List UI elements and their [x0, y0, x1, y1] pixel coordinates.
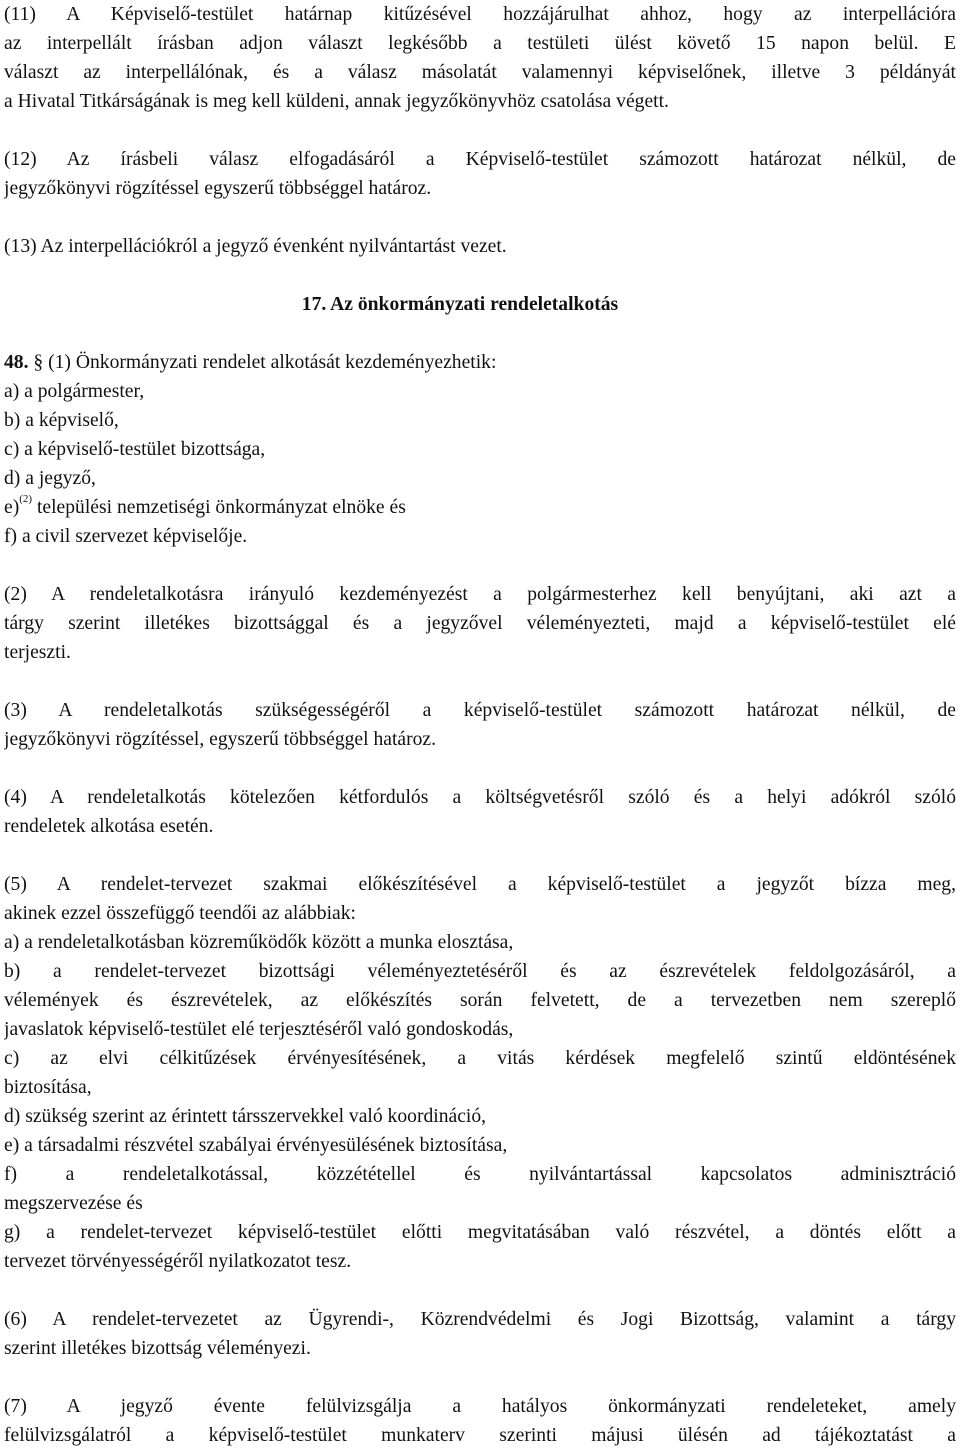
list-item: c) a képviselő-testület bizottsága,: [4, 439, 266, 460]
text-line: felülvizsgálatról a képviselő-testület munkaterv szerinti májusi ülésén ad tájékoztatást a: [4, 1425, 956, 1446]
text-line: biztosítása,: [4, 1077, 92, 1098]
paragraph-6: [4, 1305, 956, 1363]
list-item: d) a jegyző,: [4, 468, 96, 489]
text-line: a Hivatal Titkárságának is meg kell küldeni, annak jegyzőkönyvhöz csatolása végett.: [4, 91, 669, 112]
paragraph-7: [4, 1392, 956, 1450]
text-line: jegyzőkönyvi rögzítéssel, egyszerű többséggel határoz.: [4, 729, 437, 750]
text-line: c) az elvi célkitűzések érvényesítésének, a vitás kérdések megfelelő szintű eldöntésének: [4, 1048, 956, 1069]
text-line: szerint illetékes bizottság véleményezi.: [4, 1338, 311, 1359]
text-line: a) a rendeletalkotásban közreműködők között a munka elosztása,: [4, 932, 514, 953]
text-line: vélemények és észrevételek, az előkészítés során felvetett, de a tervezetben nem szereplő: [4, 990, 956, 1011]
paragraph-12: [4, 145, 956, 203]
text-line: terjeszti.: [4, 642, 71, 663]
text-line: (13) Az interpellációkról a jegyző évenként nyilvántartást vezet.: [4, 236, 507, 257]
paragraph-5: [4, 870, 956, 1276]
list-item: f) a civil szervezet képviselője.: [4, 526, 248, 547]
text-line: javaslatok képviselő-testület elé terjesztéséről való gondoskodás,: [4, 1019, 514, 1040]
list-item-label: e): [4, 497, 20, 518]
list-item: [4, 493, 956, 522]
text-line: választ az interpellálónak, és a válasz másolatát valamennyi képviselőnek, illetve 3 példányát: [4, 62, 956, 83]
text-line: megszervezése és: [4, 1193, 143, 1214]
paragraph-13: [4, 232, 956, 261]
section-intro: (1) Önkormányzati rendelet alkotását kezdeményezhetik:: [48, 352, 497, 373]
text-line: (5) A rendelet-tervezet szakmai előkészítésével a képviselő-testület a jegyzőt bízza meg,: [4, 874, 956, 895]
text-line: akinek ezzel összefüggő teendői az alábbiak:: [4, 903, 356, 924]
text-line: (3) A rendeletalkotás szükségességéről a képviselő-testület számozott határozat nélkül, de: [4, 700, 956, 721]
list-item: b) a képviselő,: [4, 410, 119, 431]
text-line: b) a rendelet-tervezet bizottsági véleményeztetéséről és az észrevételek feldolgozásáról, a: [4, 961, 956, 982]
paragraph-4: [4, 783, 956, 841]
text-line: (4) A rendeletalkotás kötelezően kétfordulós a költségvetésről szóló és a helyi adókról szóló: [4, 787, 956, 808]
section-heading: 17. Az önkormányzati rendeletalkotás: [301, 294, 619, 315]
footnote-reference: (2): [19, 493, 33, 506]
paragraph-11: [4, 0, 956, 116]
section-number: 48.: [4, 352, 29, 373]
text-line: az interpellált írásban adjon választ legkésőbb a testületi ülést követő 15 napon belül. E: [4, 33, 956, 54]
text-line: tárgy szerint illetékes bizottsággal és a jegyzővel véleményezteti, majd a képviselő-testület elé: [4, 613, 956, 634]
text-line: tervezet törvényességéről nyilatkozatot tesz.: [4, 1251, 352, 1272]
text-line: d) szükség szerint az érintett társszervekkel való koordináció,: [4, 1106, 487, 1127]
list-item: a) a polgármester,: [4, 381, 145, 402]
text-line: jegyzőkönyvi rögzítéssel egyszerű többséggel határoz.: [4, 178, 432, 199]
text-line: g) a rendelet-tervezet képviselő-testület előtti megvitatásában való részvétel, a döntés előtt a: [4, 1222, 956, 1243]
text-line: (7) A jegyző évente felülvizsgálja a hatályos önkormányzati rendeleteket, amely: [4, 1396, 956, 1417]
text-line: (2) A rendeletalkotásra irányuló kezdeményezést a polgármesterhez kell benyújtani, aki azt a: [4, 584, 956, 605]
text-line: rendeletek alkotása esetén.: [4, 816, 214, 837]
text-line: (6) A rendelet-tervezetet az Ügyrendi-, Közrendvédelmi és Jogi Bizottság, valamint a tárgy: [4, 1309, 956, 1330]
text-line: e) a társadalmi részvétel szabályai érvényesülésének biztosítása,: [4, 1135, 508, 1156]
section-sign: §: [33, 352, 44, 373]
list-item-text: települési nemzetiségi önkormányzat elnöke és: [36, 497, 406, 518]
text-line: (11) A Képviselő-testület határnap kitűzésével hozzájárulhat ahhoz, hogy az interpellációra: [4, 4, 956, 25]
section-48-intro-line: [4, 348, 956, 377]
text-line: (12) Az írásbeli válasz elfogadásáról a Képviselő-testület számozott határozat nélkül, de: [4, 149, 956, 170]
text-line: f) a rendeletalkotással, közzététellel és nyilvántartással kapcsolatos adminisztráció: [4, 1164, 956, 1185]
section-48-paragraph-1: [4, 348, 956, 551]
paragraph-3: [4, 696, 956, 754]
document-page: [4, 0, 956, 1450]
paragraph-2: [4, 580, 956, 667]
